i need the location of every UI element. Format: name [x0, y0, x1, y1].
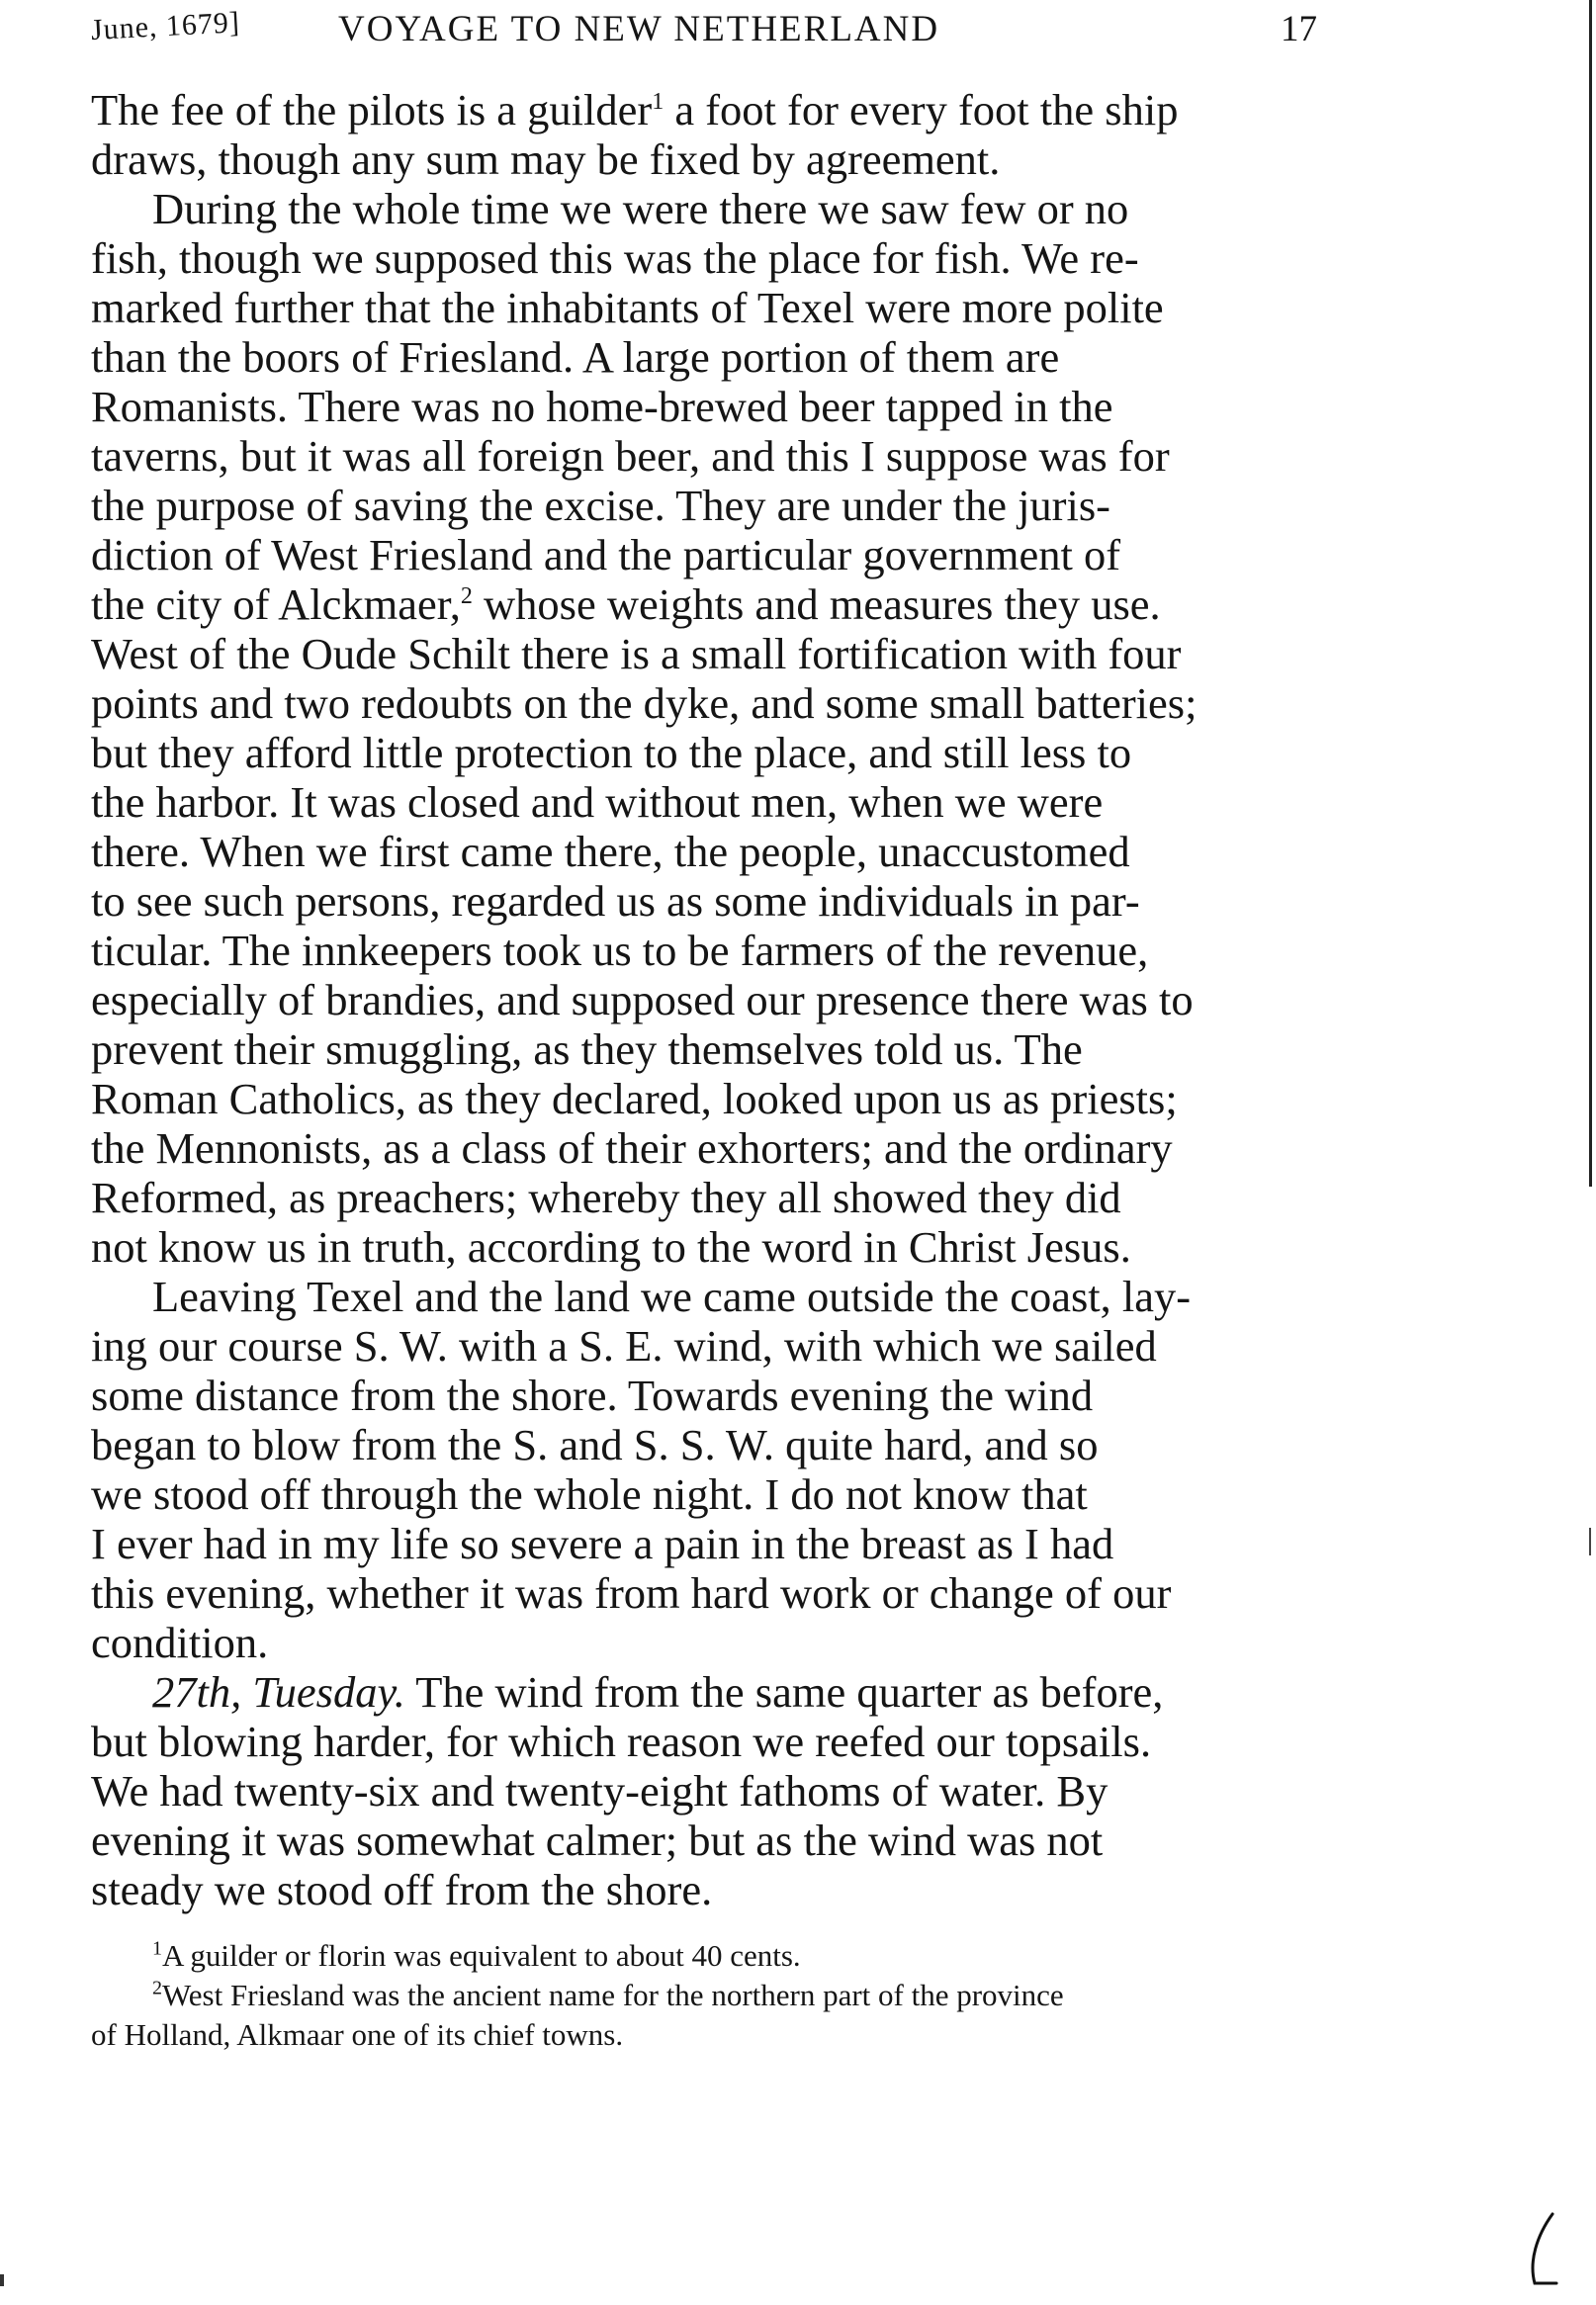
paragraph-text: The fee of the pilots is a guilder — [91, 85, 653, 134]
paragraph-text: The wind from the same quarter as before, but blowing harder, for which reason we reefed our topsails. We had twenty-six and twenty-eight fathoms of water. By evening it was somewhat calmer; but as the wind was not steady we stood off from the shore. — [91, 1667, 1164, 1914]
page-edge-line — [1589, 0, 1592, 1187]
running-header — [91, 4, 1317, 63]
page-edge-tick — [1589, 1528, 1591, 1555]
paragraph-text: Leaving Texel and the land we came outside the coast, lay- ing our course S. W. with a S. E. wind, with which we sailed some distance from the shore. Towards evening the wind began to blow from the S. and S. S. W. quite hard, and so we stood off through the whole night. I do not know that I ever had in my life so severe a pain in the breast as I had this evening, whether it was from hard work or change of our condition. — [91, 1272, 1192, 1667]
paragraph-text: a foot for every foot the ship draws, though any sum may be fixed by agreement. — [91, 85, 1179, 184]
footnote-reference-1: 1 — [652, 89, 665, 116]
footnote-text: West Friesland was the ancient name for the northern part of the province of Holland, Alkmaar one of its chief towns. — [91, 1978, 1064, 2052]
running-title: VOYAGE TO NEW NETHERLAND — [338, 9, 940, 49]
footnote-1 — [91, 1936, 1317, 1976]
page-number: 17 — [1281, 9, 1317, 49]
paragraph-texel-inhabitants — [91, 184, 1317, 1272]
paragraph-leaving-texel — [91, 1272, 1317, 1667]
footnote-mark: 1 — [152, 1937, 162, 1960]
paragraph-text: whose weights and measures they use. West of the Oude Schilt there is a small fortification with four points and two redoubts on the dyke, and some small batteries; but they afford little protection to the place, and still less to the harbor. It was closed and without men, when we were there. When we first came there, the people, unaccustomed to see such persons, regarded us as some individuals in par- ticular. The innkeepers took us to be farmers of the revenue, especially of brandies, and supposed our presence there was to prevent their smuggling, as they themselves told us. The Roman Catholics, as they declared, looked upon us as priests; the Mennonists, as a class of their exhorters; and the ordinary Reformed, as preachers; whereby they all showed they did not know us in truth, according to the word in Christ Jesus. — [91, 579, 1197, 1272]
footnote-reference-2: 2 — [460, 583, 473, 610]
paragraph-pilots-fee — [91, 85, 1317, 184]
running-date: June, 1679] — [90, 6, 241, 46]
paragraph-27th-tuesday — [91, 1667, 1317, 1914]
body-text — [91, 85, 1317, 1914]
entry-date: 27th, Tuesday. — [152, 1667, 405, 1717]
footnote-2 — [91, 1976, 1317, 2055]
footnote-mark: 2 — [152, 1977, 162, 1999]
paragraph-text: During the whole time we were there we saw few or no fish, though we supposed this was the place for fish. We re- marked further that the inhabitants of Texel were more polite than the boors of Friesland. A large portion of them are Romanists. There was no home-brewed beer tapped in the taverns, but it was all foreign beer, and this I suppose was for the purpose of saving the excise. They are under the juris- diction of West Friesland and the particular government of the city of Alckmaer, — [91, 184, 1170, 629]
footnotes — [91, 1936, 1317, 2055]
scan-mark — [0, 2274, 4, 2286]
handwritten-mark-icon — [1523, 2210, 1562, 2289]
footnote-text: A guilder or florin was equivalent to about 40 cents. — [162, 1938, 801, 1973]
